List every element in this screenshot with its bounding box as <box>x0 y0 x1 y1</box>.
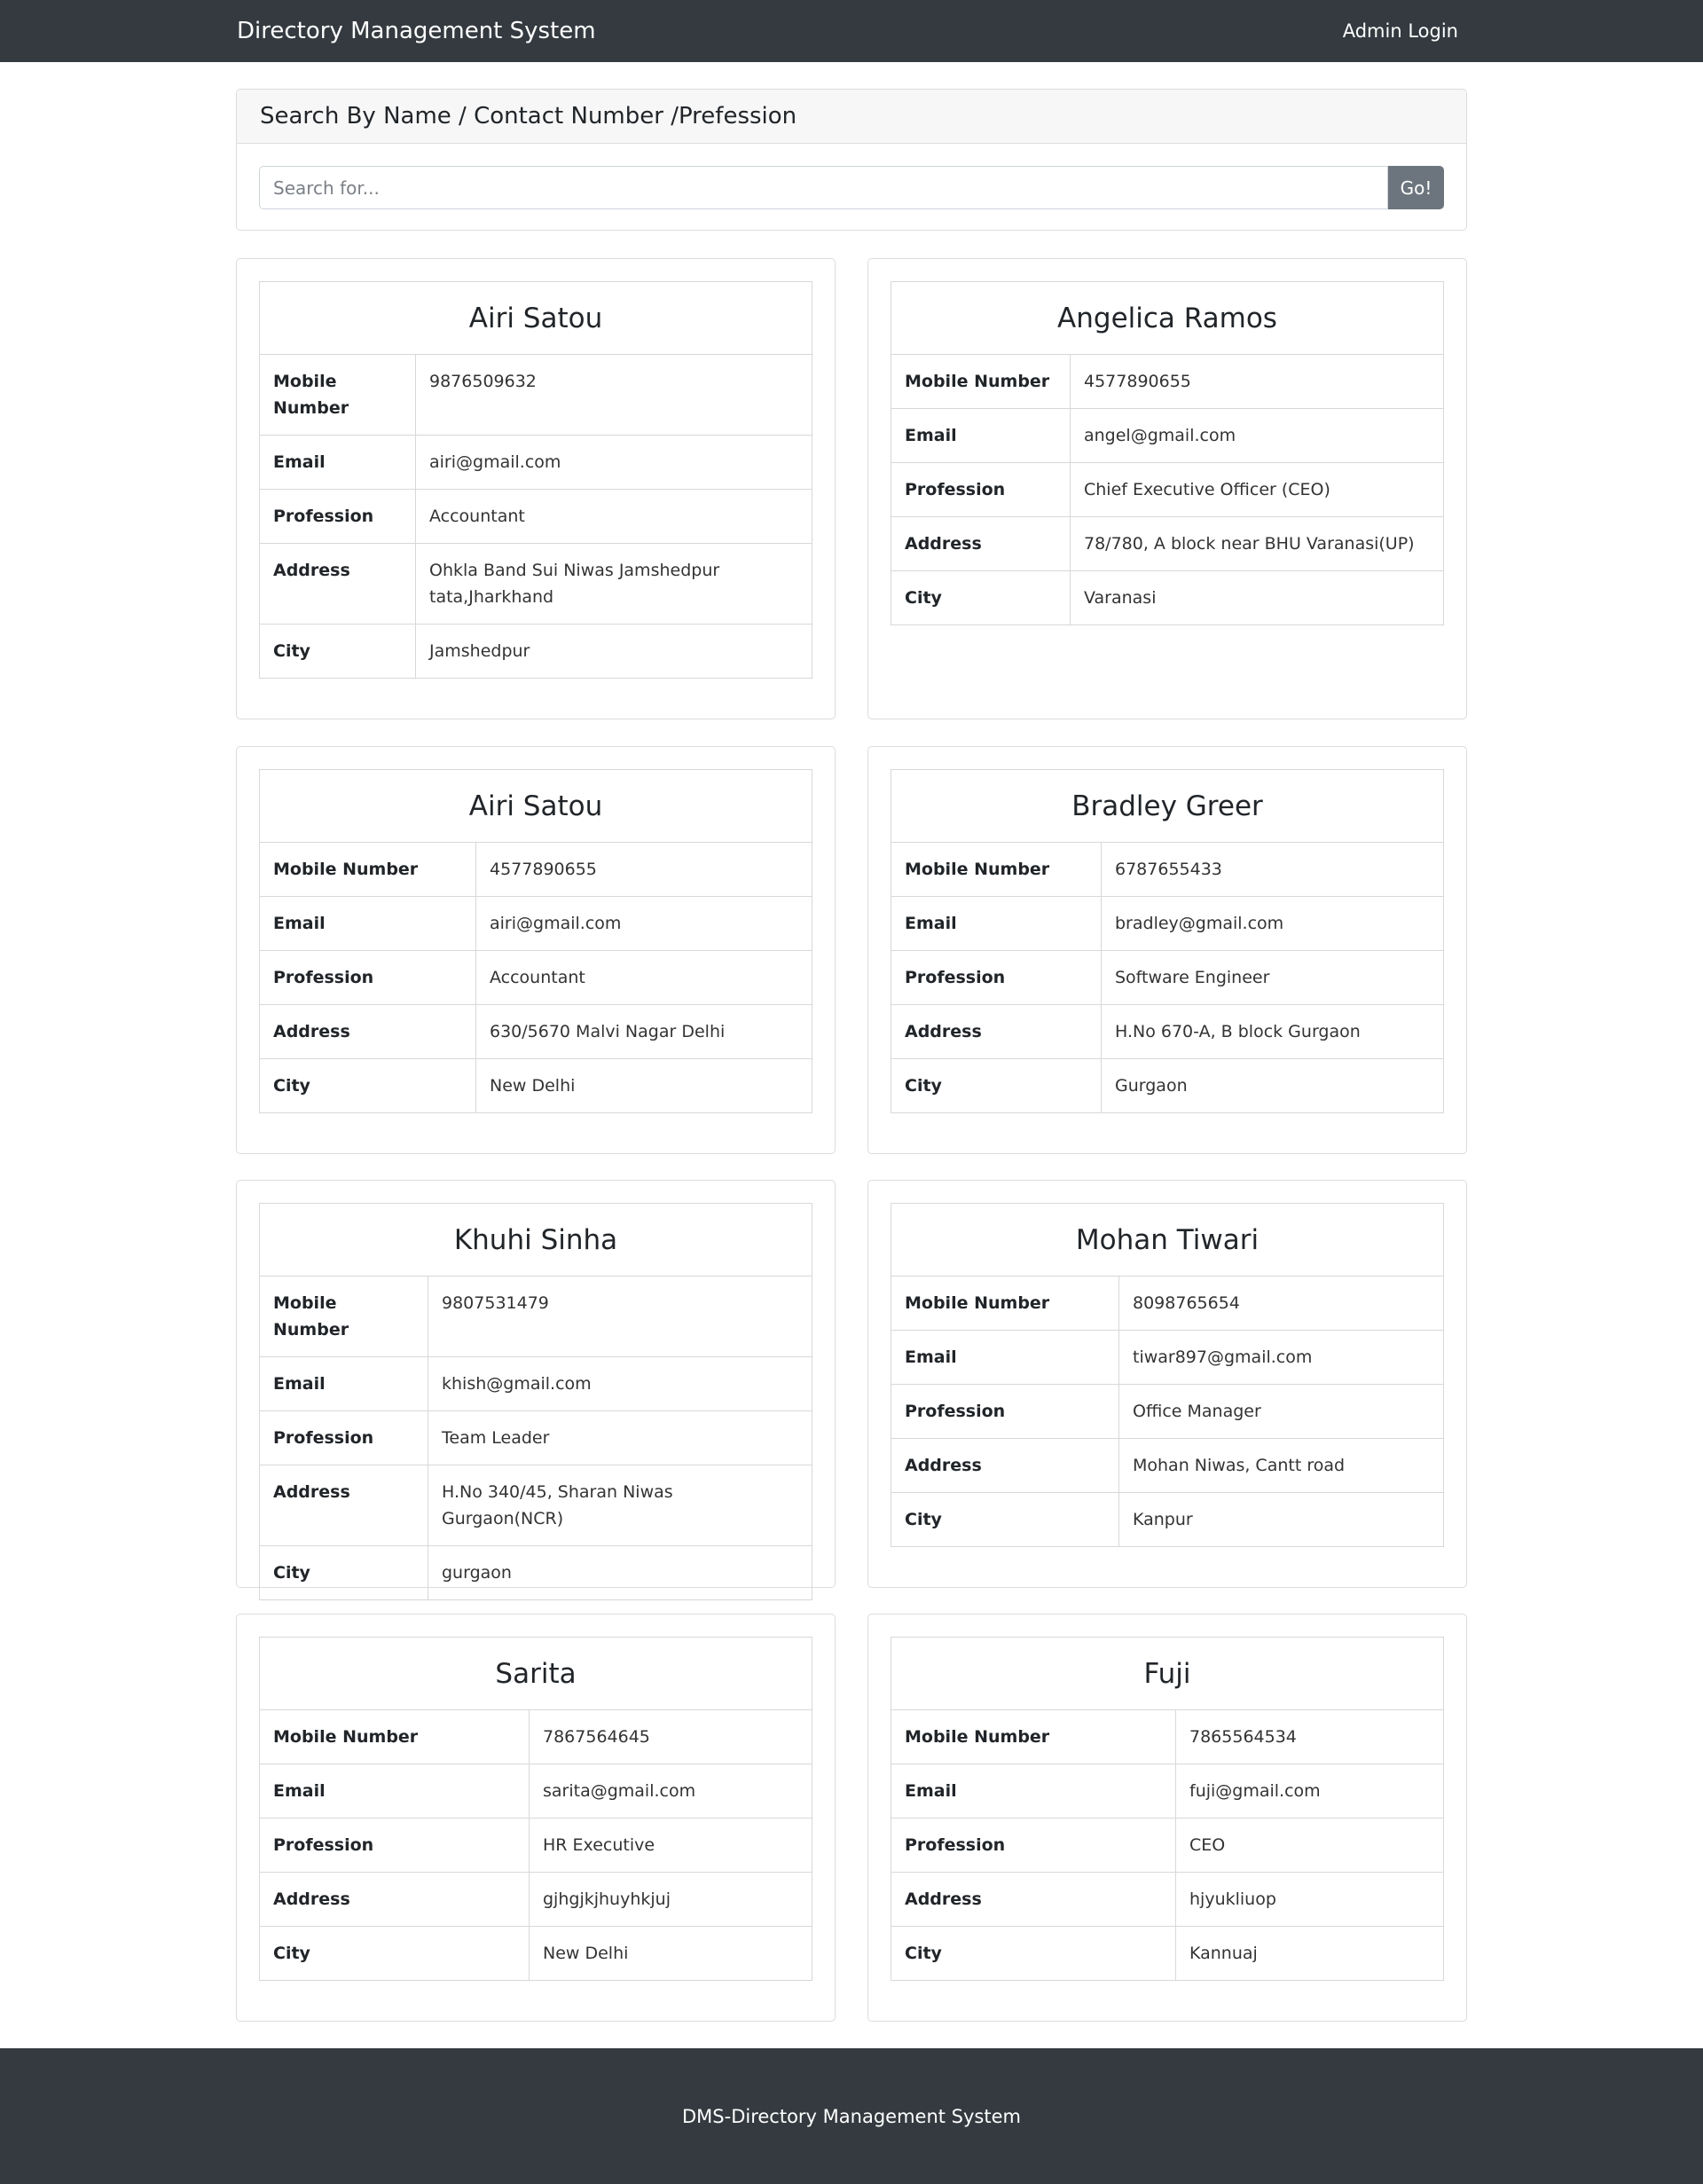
email-label: Email <box>260 436 416 490</box>
profession-value: Accountant <box>416 490 812 544</box>
contact-card <box>867 746 1467 1154</box>
table-row <box>260 897 812 951</box>
table-row <box>891 1493 1444 1547</box>
footer-text: DMS-Directory Management System <box>682 2105 1021 2127</box>
mobile-label: Mobile Number <box>891 355 1071 409</box>
city-label: City <box>891 571 1071 625</box>
table-row <box>891 355 1444 409</box>
city-label: City <box>260 625 416 679</box>
address-label: Address <box>891 1005 1102 1059</box>
email-value: airi@gmail.com <box>476 897 812 951</box>
contact-name: Fuji <box>891 1638 1444 1710</box>
address-value: 630/5670 Malvi Nagar Delhi <box>476 1005 812 1059</box>
mobile-label: Mobile Number <box>260 843 476 897</box>
contact-card <box>236 258 836 719</box>
brand-title[interactable]: Directory Management System <box>237 18 596 44</box>
page-footer <box>0 2048 1703 2184</box>
table-row <box>260 1357 812 1411</box>
contact-card <box>867 1180 1467 1588</box>
city-value: Kannuaj <box>1176 1927 1444 1981</box>
mobile-value: 8098765654 <box>1119 1277 1444 1331</box>
table-row <box>260 490 812 544</box>
table-row <box>260 436 812 490</box>
table-row <box>260 355 812 436</box>
email-value: tiwar897@gmail.com <box>1119 1331 1444 1385</box>
address-value: Mohan Niwas, Cantt road <box>1119 1439 1444 1493</box>
address-label: Address <box>260 1465 428 1546</box>
table-row <box>891 1927 1444 1981</box>
mobile-label: Mobile Number <box>891 1710 1176 1764</box>
contact-table <box>259 1637 812 1981</box>
contact-name: Mohan Tiwari <box>891 1204 1444 1277</box>
profession-value: Office Manager <box>1119 1385 1444 1439</box>
table-row <box>260 1927 812 1981</box>
profession-label: Profession <box>260 951 476 1005</box>
table-row <box>891 409 1444 463</box>
address-value: H.No 340/45, Sharan Niwas Gurgaon(NCR) <box>428 1465 812 1546</box>
email-value: sarita@gmail.com <box>530 1764 812 1819</box>
table-row <box>891 843 1444 897</box>
mobile-label: Mobile Number <box>891 1277 1119 1331</box>
profession-label: Profession <box>260 490 416 544</box>
profession-value: CEO <box>1176 1819 1444 1873</box>
table-row <box>891 571 1444 625</box>
contact-name: Airi Satou <box>260 770 812 843</box>
email-value: airi@gmail.com <box>416 436 812 490</box>
contact-name: Angelica Ramos <box>891 282 1444 355</box>
table-row <box>260 1059 812 1113</box>
profession-label: Profession <box>260 1819 530 1873</box>
table-row <box>260 1546 812 1600</box>
address-label: Address <box>891 1439 1119 1493</box>
address-value: gjhgjkjhuyhkjuj <box>530 1873 812 1927</box>
city-value: gurgaon <box>428 1546 812 1600</box>
search-card-body <box>237 144 1466 231</box>
profession-value: HR Executive <box>530 1819 812 1873</box>
table-row <box>891 517 1444 571</box>
table-row <box>891 897 1444 951</box>
email-value: angel@gmail.com <box>1071 409 1444 463</box>
contact-card <box>236 746 836 1154</box>
mobile-label: Mobile Number <box>260 355 416 436</box>
table-row <box>260 1411 812 1465</box>
search-input[interactable] <box>259 166 1388 209</box>
contact-card <box>236 1180 836 1588</box>
profession-value: Accountant <box>476 951 812 1005</box>
table-row <box>260 625 812 679</box>
address-label: Address <box>260 1005 476 1059</box>
table-row <box>891 1005 1444 1059</box>
table-row <box>260 1764 812 1819</box>
table-row <box>891 1764 1444 1819</box>
table-row <box>260 544 812 625</box>
profession-label: Profession <box>260 1411 428 1465</box>
table-row <box>891 463 1444 517</box>
mobile-label: Mobile Number <box>260 1710 530 1764</box>
table-row <box>260 1005 812 1059</box>
table-row <box>891 1385 1444 1439</box>
city-label: City <box>260 1546 428 1600</box>
table-row <box>891 1277 1444 1331</box>
mobile-value: 9876509632 <box>416 355 812 436</box>
profession-label: Profession <box>891 1385 1119 1439</box>
email-label: Email <box>260 897 476 951</box>
mobile-value: 4577890655 <box>1071 355 1444 409</box>
top-navbar <box>0 0 1703 62</box>
profession-label: Profession <box>891 951 1102 1005</box>
contact-card <box>236 1614 836 2022</box>
address-label: Address <box>891 517 1071 571</box>
city-label: City <box>260 1927 530 1981</box>
mobile-value: 4577890655 <box>476 843 812 897</box>
profession-value: Software Engineer <box>1102 951 1444 1005</box>
address-value: H.No 670-A, B block Gurgaon <box>1102 1005 1444 1059</box>
email-label: Email <box>891 409 1071 463</box>
city-label: City <box>891 1927 1176 1981</box>
email-label: Email <box>260 1764 530 1819</box>
table-row <box>260 1819 812 1873</box>
contact-name: Bradley Greer <box>891 770 1444 843</box>
profession-label: Profession <box>891 463 1071 517</box>
city-value: New Delhi <box>476 1059 812 1113</box>
table-row <box>891 1059 1444 1113</box>
mobile-value: 9807531479 <box>428 1277 812 1357</box>
contact-name: Airi Satou <box>260 282 812 355</box>
contact-table <box>891 281 1444 625</box>
city-value: Varanasi <box>1071 571 1444 625</box>
table-row <box>891 1819 1444 1873</box>
contact-table <box>891 1203 1444 1547</box>
email-value: khish@gmail.com <box>428 1357 812 1411</box>
search-card-header: Search By Name / Contact Number /Prefession <box>237 90 1466 144</box>
contact-card <box>867 1614 1467 2022</box>
address-label: Address <box>260 1873 530 1927</box>
contact-table <box>259 281 812 679</box>
address-value: Ohkla Band Sui Niwas Jamshedpur tata,Jharkhand <box>416 544 812 625</box>
table-row <box>891 1439 1444 1493</box>
table-row <box>260 1873 812 1927</box>
mobile-label: Mobile Number <box>891 843 1102 897</box>
contact-card <box>867 258 1467 719</box>
city-label: City <box>260 1059 476 1113</box>
admin-login-link[interactable]: Admin Login <box>1342 20 1458 42</box>
table-row <box>891 1331 1444 1385</box>
address-label: Address <box>891 1873 1176 1927</box>
search-go-button[interactable]: Go! <box>1388 166 1444 209</box>
email-label: Email <box>260 1357 428 1411</box>
table-row <box>891 951 1444 1005</box>
city-value: Gurgaon <box>1102 1059 1444 1113</box>
city-value: Kanpur <box>1119 1493 1444 1547</box>
table-row <box>891 1873 1444 1927</box>
city-value: Jamshedpur <box>416 625 812 679</box>
table-row <box>260 843 812 897</box>
email-label: Email <box>891 1764 1176 1819</box>
profession-value: Chief Executive Officer (CEO) <box>1071 463 1444 517</box>
table-row <box>260 951 812 1005</box>
table-row <box>260 1465 812 1546</box>
email-value: fuji@gmail.com <box>1176 1764 1444 1819</box>
contact-table <box>259 1203 812 1600</box>
mobile-value: 7865564534 <box>1176 1710 1444 1764</box>
contact-name: Khuhi Sinha <box>260 1204 812 1277</box>
contact-table <box>891 769 1444 1113</box>
mobile-value: 7867564645 <box>530 1710 812 1764</box>
city-label: City <box>891 1059 1102 1113</box>
city-value: New Delhi <box>530 1927 812 1981</box>
profession-label: Profession <box>891 1819 1176 1873</box>
profession-value: Team Leader <box>428 1411 812 1465</box>
mobile-label: Mobile Number <box>260 1277 428 1357</box>
table-row <box>260 1710 812 1764</box>
email-label: Email <box>891 1331 1119 1385</box>
address-value: hjyukliuop <box>1176 1873 1444 1927</box>
table-row <box>260 1277 812 1357</box>
contact-name: Sarita <box>260 1638 812 1710</box>
address-label: Address <box>260 544 416 625</box>
address-value: 78/780, A block near BHU Varanasi(UP) <box>1071 517 1444 571</box>
search-card <box>236 89 1467 231</box>
email-value: bradley@gmail.com <box>1102 897 1444 951</box>
mobile-value: 6787655433 <box>1102 843 1444 897</box>
email-label: Email <box>891 897 1102 951</box>
contact-table <box>259 769 812 1113</box>
table-row <box>891 1710 1444 1764</box>
city-label: City <box>891 1493 1119 1547</box>
contact-table <box>891 1637 1444 1981</box>
